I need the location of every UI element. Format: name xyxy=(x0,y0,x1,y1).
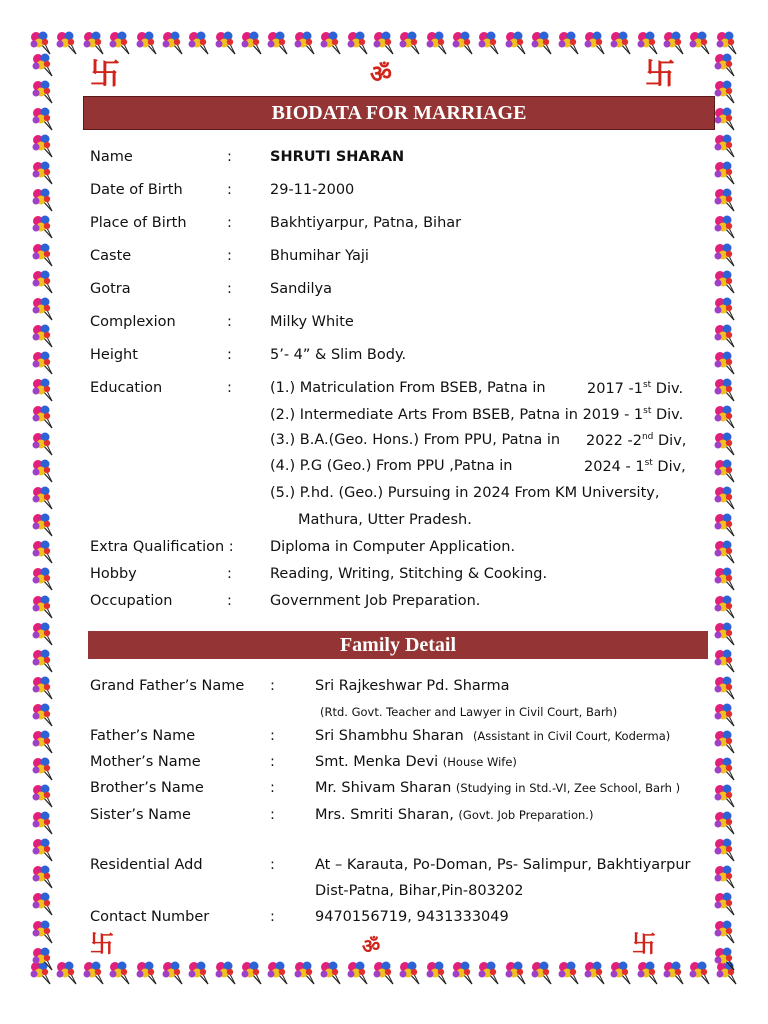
grandfather-value: Sri Rajkeshwar Pd. Sharma xyxy=(315,678,510,694)
balloon-icon xyxy=(239,30,265,56)
education-label: Education xyxy=(90,380,163,396)
balloon-icon xyxy=(160,960,186,986)
balloon-icon xyxy=(30,296,56,322)
balloon-icon xyxy=(712,377,738,403)
balloon-icon xyxy=(712,106,738,132)
balloon-icon xyxy=(134,30,160,56)
balloon-icon xyxy=(712,594,738,620)
address-line-2: Dist-Patna, Bihar,Pin-803202 xyxy=(315,883,524,899)
balloon-icon xyxy=(30,675,56,701)
balloon-icon xyxy=(30,323,56,349)
decorative-border-right xyxy=(710,52,740,972)
balloon-icon xyxy=(608,30,634,56)
height-label: Height xyxy=(90,347,138,363)
balloon-icon xyxy=(712,621,738,647)
balloon-icon xyxy=(661,30,687,56)
balloon-icon xyxy=(712,566,738,592)
balloon-icon xyxy=(712,242,738,268)
decorative-border-left xyxy=(28,52,58,972)
balloon-icon xyxy=(30,106,56,132)
balloon-icon xyxy=(107,30,133,56)
swastika-icon: 卐 xyxy=(90,930,114,958)
dob-label: Date of Birth xyxy=(90,182,183,198)
separator: : xyxy=(270,857,275,873)
balloon-icon xyxy=(239,960,265,986)
complexion-value: Milky White xyxy=(270,314,354,330)
balloon-icon xyxy=(712,52,738,78)
balloon-icon xyxy=(712,485,738,511)
father-value: Sri Shambhu Sharan (Assistant in Civil Court, Koderma) xyxy=(315,728,671,744)
separator: : xyxy=(227,281,232,297)
balloon-icon xyxy=(712,296,738,322)
separator: : xyxy=(227,566,232,582)
balloon-icon xyxy=(30,864,56,890)
balloon-icon xyxy=(712,702,738,728)
balloon-icon xyxy=(635,960,661,986)
father-label: Father’s Name xyxy=(90,728,196,744)
balloon-icon xyxy=(134,960,160,986)
name-label: Name xyxy=(90,149,133,165)
balloon-icon xyxy=(712,214,738,240)
balloon-icon xyxy=(186,960,212,986)
balloon-icon xyxy=(503,960,529,986)
education-line-6: Mathura, Utter Pradesh. xyxy=(298,512,472,528)
separator: : xyxy=(270,909,275,925)
pob-value: Bakhtiyarpur, Patna, Bihar xyxy=(270,215,462,231)
balloon-icon xyxy=(712,891,738,917)
hobby-label: Hobby xyxy=(90,566,137,582)
balloon-icon xyxy=(345,30,371,56)
balloon-icon xyxy=(30,891,56,917)
decorative-border-top xyxy=(28,28,740,58)
balloon-icon xyxy=(712,648,738,674)
education-line-4-grade: 2024 - 1st Div, xyxy=(584,458,686,475)
balloon-icon xyxy=(318,960,344,986)
om-icon: ॐ xyxy=(370,60,392,88)
balloon-icon xyxy=(476,960,502,986)
balloon-icon xyxy=(712,675,738,701)
occupation-value: Government Job Preparation. xyxy=(270,593,481,609)
balloon-icon xyxy=(712,756,738,782)
sister-label: Sister’s Name xyxy=(90,807,191,823)
balloon-icon xyxy=(712,783,738,809)
caste-label: Caste xyxy=(90,248,132,264)
balloon-icon xyxy=(712,323,738,349)
balloon-icon xyxy=(30,648,56,674)
complexion-label: Complexion xyxy=(90,314,176,330)
balloon-icon xyxy=(30,539,56,565)
separator: : xyxy=(227,215,232,231)
balloon-icon xyxy=(371,30,397,56)
balloon-icon xyxy=(30,431,56,457)
balloon-icon xyxy=(30,242,56,268)
education-line-3: (3.) B.A.(Geo. Hons.) From PPU, Patna in xyxy=(270,432,561,448)
balloon-icon xyxy=(712,919,738,945)
balloon-icon xyxy=(160,30,186,56)
address-line-1: At – Karauta, Po-Doman, Ps- Salimpur, Bakhtiyarpur xyxy=(315,857,691,873)
balloon-icon xyxy=(30,837,56,863)
mother-value: Smt. Menka Devi (House Wife) xyxy=(315,754,517,770)
balloon-icon xyxy=(503,30,529,56)
balloon-icon xyxy=(450,960,476,986)
balloon-icon xyxy=(81,30,107,56)
balloon-icon xyxy=(30,377,56,403)
education-line-4: (4.) P.G (Geo.) From PPU ,Patna in xyxy=(270,458,513,474)
balloon-icon xyxy=(712,729,738,755)
balloon-icon xyxy=(30,594,56,620)
caste-value: Bhumihar Yaji xyxy=(270,248,369,264)
balloon-icon xyxy=(318,30,344,56)
separator: : xyxy=(270,807,275,823)
separator: : xyxy=(227,380,232,396)
balloon-icon xyxy=(712,431,738,457)
balloon-icon xyxy=(712,160,738,186)
balloon-icon xyxy=(371,960,397,986)
balloon-icon xyxy=(30,946,56,972)
om-icon: ॐ xyxy=(362,934,381,958)
balloon-icon xyxy=(712,458,738,484)
name-value: SHRUTI SHARAN xyxy=(270,149,405,165)
balloon-icon xyxy=(345,960,371,986)
balloon-icon xyxy=(265,30,291,56)
balloon-icon xyxy=(30,404,56,430)
balloon-icon xyxy=(30,269,56,295)
balloon-icon xyxy=(30,187,56,213)
swastika-icon: 卐 xyxy=(632,930,656,958)
balloon-icon xyxy=(712,512,738,538)
balloon-icon xyxy=(582,30,608,56)
education-line-1: (1.) Matriculation From BSEB, Patna in xyxy=(270,380,546,396)
contact-label: Contact Number xyxy=(90,909,210,925)
balloon-icon xyxy=(635,30,661,56)
occupation-label: Occupation xyxy=(90,593,173,609)
contact-value: 9470156719, 9431333049 xyxy=(315,909,509,925)
balloon-icon xyxy=(397,30,423,56)
dob-value: 29-11-2000 xyxy=(270,182,355,198)
balloon-icon xyxy=(81,960,107,986)
gotra-label: Gotra xyxy=(90,281,131,297)
separator: : xyxy=(227,593,232,609)
balloon-icon xyxy=(107,960,133,986)
separator: : xyxy=(227,248,232,264)
balloon-icon xyxy=(397,960,423,986)
page-title: BIODATA FOR MARRIAGE xyxy=(83,96,715,130)
balloon-icon xyxy=(30,621,56,647)
education-line-3-grade: 2022 -2nd Div, xyxy=(586,432,687,449)
family-detail-heading: Family Detail xyxy=(88,631,708,659)
balloon-icon xyxy=(213,30,239,56)
separator: : xyxy=(227,149,232,165)
balloon-icon xyxy=(712,187,738,213)
swastika-icon: 卐 xyxy=(645,57,675,92)
balloon-icon xyxy=(30,133,56,159)
balloon-icon xyxy=(30,702,56,728)
mother-label: Mother’s Name xyxy=(90,754,201,770)
education-line-2: (2.) Intermediate Arts From BSEB, Patna in 2019 - 1st Div. xyxy=(270,406,684,423)
address-label: Residential Add xyxy=(90,857,203,873)
balloon-icon xyxy=(529,960,555,986)
pob-label: Place of Birth xyxy=(90,215,187,231)
swastika-icon: 卐 xyxy=(90,57,120,92)
balloon-icon xyxy=(712,864,738,890)
balloon-icon xyxy=(186,30,212,56)
separator: : xyxy=(227,314,232,330)
balloon-icon xyxy=(30,350,56,376)
balloon-icon xyxy=(712,350,738,376)
education-line-1-grade: 2017 -1st Div. xyxy=(587,380,684,397)
balloon-icon xyxy=(712,946,738,972)
balloon-icon xyxy=(712,837,738,863)
balloon-icon xyxy=(712,269,738,295)
balloon-icon xyxy=(30,729,56,755)
decorative-border-bottom xyxy=(28,958,740,988)
hobby-value: Reading, Writing, Stitching & Cooking. xyxy=(270,566,548,582)
brother-value: Mr. Shivam Sharan (Studying in Std.-VI, Zee School, Barh ) xyxy=(315,780,681,796)
balloon-icon xyxy=(712,404,738,430)
balloon-icon xyxy=(712,133,738,159)
balloon-icon xyxy=(424,30,450,56)
balloon-icon xyxy=(292,30,318,56)
balloon-icon xyxy=(54,30,80,56)
grandfather-label: Grand Father’s Name xyxy=(90,678,245,694)
balloon-icon xyxy=(30,79,56,105)
separator: : xyxy=(270,678,275,694)
balloon-icon xyxy=(450,30,476,56)
balloon-icon xyxy=(556,30,582,56)
balloon-icon xyxy=(30,919,56,945)
extra-qualification-value: Diploma in Computer Application. xyxy=(270,539,516,555)
balloon-icon xyxy=(30,160,56,186)
balloon-icon xyxy=(265,960,291,986)
balloon-icon xyxy=(712,810,738,836)
balloon-icon xyxy=(30,485,56,511)
gotra-value: Sandilya xyxy=(270,281,333,297)
balloon-icon xyxy=(529,30,555,56)
separator: : xyxy=(227,347,232,363)
balloon-icon xyxy=(582,960,608,986)
balloon-icon xyxy=(661,960,687,986)
balloon-icon xyxy=(30,756,56,782)
balloon-icon xyxy=(30,566,56,592)
balloon-icon xyxy=(712,539,738,565)
balloon-icon xyxy=(556,960,582,986)
grandfather-note: (Rtd. Govt. Teacher and Lawyer in Civil Court, Barh) xyxy=(320,705,618,719)
balloon-icon xyxy=(30,52,56,78)
education-line-5: (5.) P.hd. (Geo.) Pursuing in 2024 From KM University, xyxy=(270,485,660,501)
balloon-icon xyxy=(292,960,318,986)
separator: : xyxy=(227,182,232,198)
balloon-icon xyxy=(54,960,80,986)
balloon-icon xyxy=(30,810,56,836)
height-value: 5’- 4” & Slim Body. xyxy=(270,347,407,363)
separator: : xyxy=(270,754,275,770)
balloon-icon xyxy=(30,783,56,809)
balloon-icon xyxy=(213,960,239,986)
balloon-icon xyxy=(424,960,450,986)
balloon-icon xyxy=(608,960,634,986)
separator: : xyxy=(270,780,275,796)
extra-qualification-label: Extra Qualification : xyxy=(90,539,234,555)
sister-value: Mrs. Smriti Sharan, (Govt. Job Preparation.) xyxy=(315,807,594,823)
brother-label: Brother’s Name xyxy=(90,780,204,796)
separator: : xyxy=(270,728,275,744)
balloon-icon xyxy=(476,30,502,56)
balloon-icon xyxy=(30,214,56,240)
balloon-icon xyxy=(712,79,738,105)
balloon-icon xyxy=(30,458,56,484)
balloon-icon xyxy=(30,512,56,538)
